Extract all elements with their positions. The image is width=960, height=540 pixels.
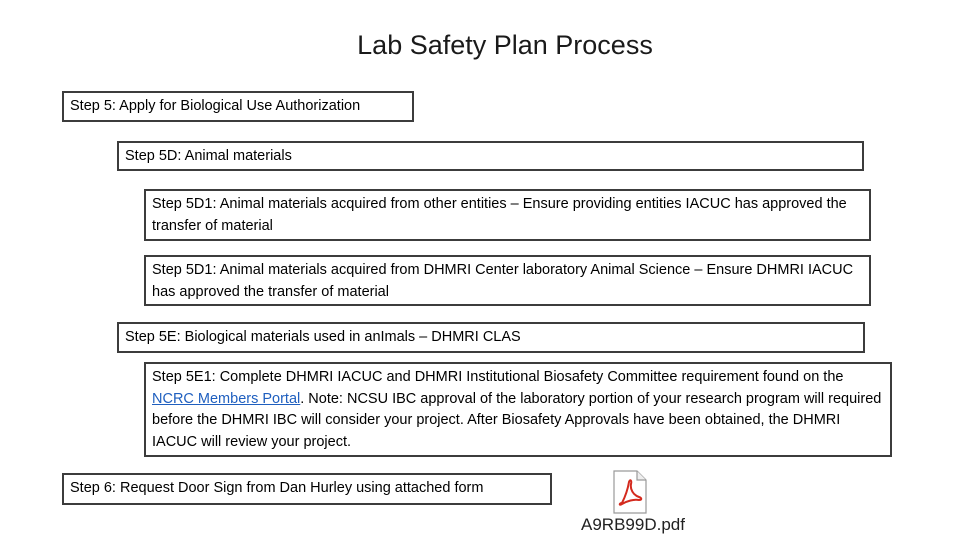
- step-5-box: [62, 91, 414, 122]
- step-6-text: Step 6: Request Door Sign from Dan Hurley using attached form: [70, 480, 484, 496]
- step-5-text: Step 5: Apply for Biological Use Authorization: [70, 98, 361, 114]
- step-5d1-other-entities-text: Step 5D1: Animal materials acquired from other entities – Ensure providing entities IACUC has approved the transfer of material: [152, 196, 847, 234]
- pdf-attachment[interactable]: [568, 468, 698, 538]
- step-5d1-other-entities-box: [144, 189, 871, 241]
- step-5e1-text-before-link: Step 5E1: Complete DHMRI IACUC and DHMRI Institutional Biosafety Committee requirement found on the: [152, 369, 844, 385]
- step-5d-text: Step 5D: Animal materials: [125, 148, 292, 164]
- step-5e1-box: [144, 362, 892, 457]
- pdf-file-name[interactable]: A9RB99D.pdf: [581, 515, 685, 534]
- step-5d1-dhmri-text: Step 5D1: Animal materials acquired from DHMRI Center laboratory Animal Science – Ensure DHMRI IACUC has approved the transfer of material: [152, 262, 854, 300]
- step-5d-box: [117, 141, 864, 171]
- step-6-box: [62, 473, 552, 505]
- step-5e-text: Step 5E: Biological materials used in anImals – DHMRI CLAS: [125, 329, 521, 345]
- pdf-file-icon: [613, 470, 647, 514]
- ncrc-members-portal-link[interactable]: NCRC Members Portal: [152, 390, 301, 407]
- step-5e1-text-after-link: . Note: NCSU IBC approval of the laboratory portion of your research program will required before the DHMRI IBC will consider your project. After Biosafety Approvals have been obtained, the DHMRI IACUC will review your project.: [152, 390, 882, 450]
- page-title: Lab Safety Plan Process: [357, 30, 653, 60]
- step-5d1-dhmri-box: [144, 255, 871, 306]
- step-5e-box: [117, 322, 865, 353]
